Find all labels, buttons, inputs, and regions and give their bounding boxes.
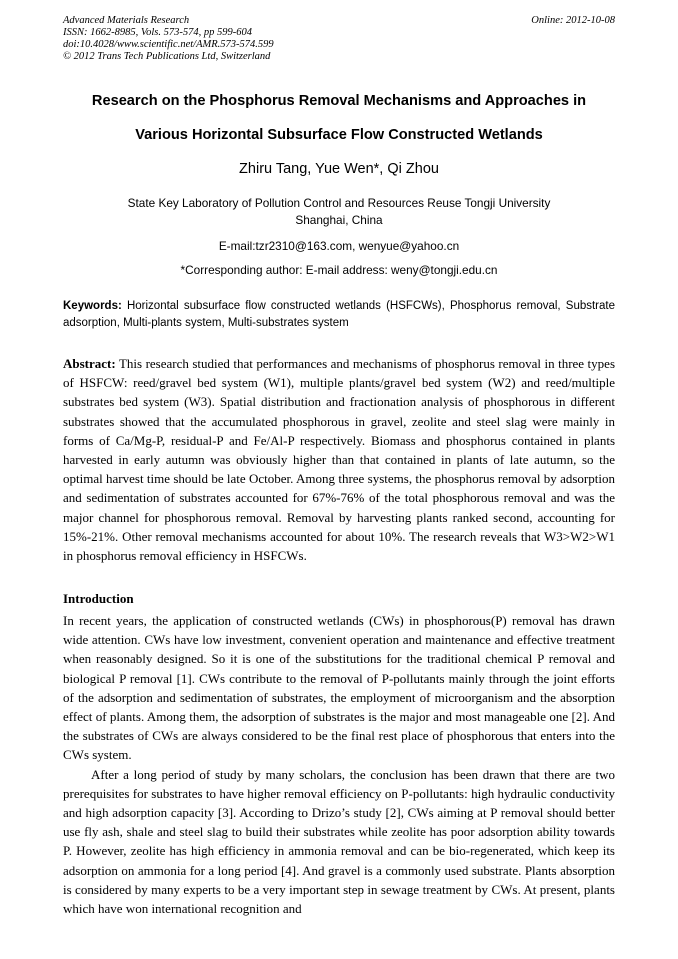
introduction-heading: Introduction [63,591,134,606]
journal-copyright: © 2012 Trans Tech Publications Ltd, Switzerland [63,51,271,62]
author-list: Zhiru Tang, Yue Wen*, Qi Zhou [239,161,439,177]
introduction-body [63,611,615,918]
keywords-block [63,298,615,332]
affiliation-line-2: Shanghai, China [295,213,383,227]
author-emails: E-mail:tzr2310@163.com, wenyue@yahoo.cn [218,239,460,253]
journal-name: Advanced Materials Research [63,15,190,26]
journal-header [63,15,423,63]
keywords-text: Horizontal subsurface flow constructed wetlands (HSFCWs), Phosphorus removal, Substrate adsorption, Multi-plants system, Multi-substrates system [63,300,615,329]
keywords-label: Keywords: [63,300,122,312]
intro-paragraph-1: In recent years, the application of constructed wetlands (CWs) in phosphorous(P) removal has drawn wide attention. CWs have low investment, convenient operation and maintenance and effective treatment when reasonably designed. So it is one of the substitutions for the traditional chemical P removal and biological P removal [1]. CWs contribute to the removal of P-pollutants mainly through the joint efforts of the adsorption and sedimentation of substrates, the employment of microorganism and the absorption effect of plants. Among them, the adsorption of substrates is the major and most manageable one [2]. And the substrates of CWs are always considered to be the final rest place of phosphorous that enters into the CWs system. [63,613,615,763]
paper-title-line-1: Research on the Phosphorus Removal Mechanisms and Approaches in [91,93,587,109]
intro-paragraph-2: After a long period of study by many scholars, the conclusion has been drawn that there are two prerequisites for substrates to have higher removal efficiency on P-pollutants: high hydraulic conductivity and high adsorption capacity [3]. According to Drizo’s study [2], CWs aiming at P removal should better use fly ash, shale and steel slag to build their substrates while zeolite has poor adsorption ability towards P. However, zeolite has high efficiency in ammonia removal and can be bio-regenerated, which keep its adsorption on ammonia for a long period [4]. And gravel is a commonly used substrate. Plants absorption is considered by many experts to be a very important step in sewage treatment by CWs. At present, plants which have won international recognition and [63,766,615,917]
abstract-text: This research studied that performances and mechanisms of phosphorus removal in three types of HSFCW: reed/gravel bed system (W1), multiple plants/gravel bed system (W2) and reed/multiple substrates bed system (W3). Spatial distribution and fractionation analysis of phosphorous in different substrates showed that the accumulated phosphorous in gravel, zeolite and steel slag were mainly in forms of Ca/Mg-P, residual-P and Fe/Al-P respectively. Biomass and phosphorus contained in plants harvested in early autumn was obviously higher than that contained in plants of late autumn, so the optimal harvest time should be late October. Among three systems, the phosphorus removal by adsorption and sedimentation of substrates accounted for 67%-76% of the total phosphorous removal and was the major channel for phosphorous removal. Removal by harvesting plants ranked second, accounting for 15%-21%. Other removal mechanisms accounted for about 10%. The research reveals that W3>W2>W1 in phosphorus removal efficiency in HSFCWs. [63,356,615,564]
journal-doi: doi:10.4028/www.scientific.net/AMR.573-574.599 [63,39,274,50]
abstract-label: Abstract: [63,356,116,371]
online-date: Online: 2012-10-08 [531,15,615,26]
journal-issn: ISSN: 1662-8985, Vols. 573-574, pp 599-604 [63,27,252,38]
affiliation-line-1: State Key Laboratory of Pollution Control and Resources Reuse Tongji University [127,196,551,210]
abstract-block [63,354,615,565]
paper-title-line-2: Various Horizontal Subsurface Flow Constructed Wetlands [135,127,543,143]
corresponding-author: *Corresponding author: E-mail address: weny@tongji.edu.cn [180,263,498,277]
